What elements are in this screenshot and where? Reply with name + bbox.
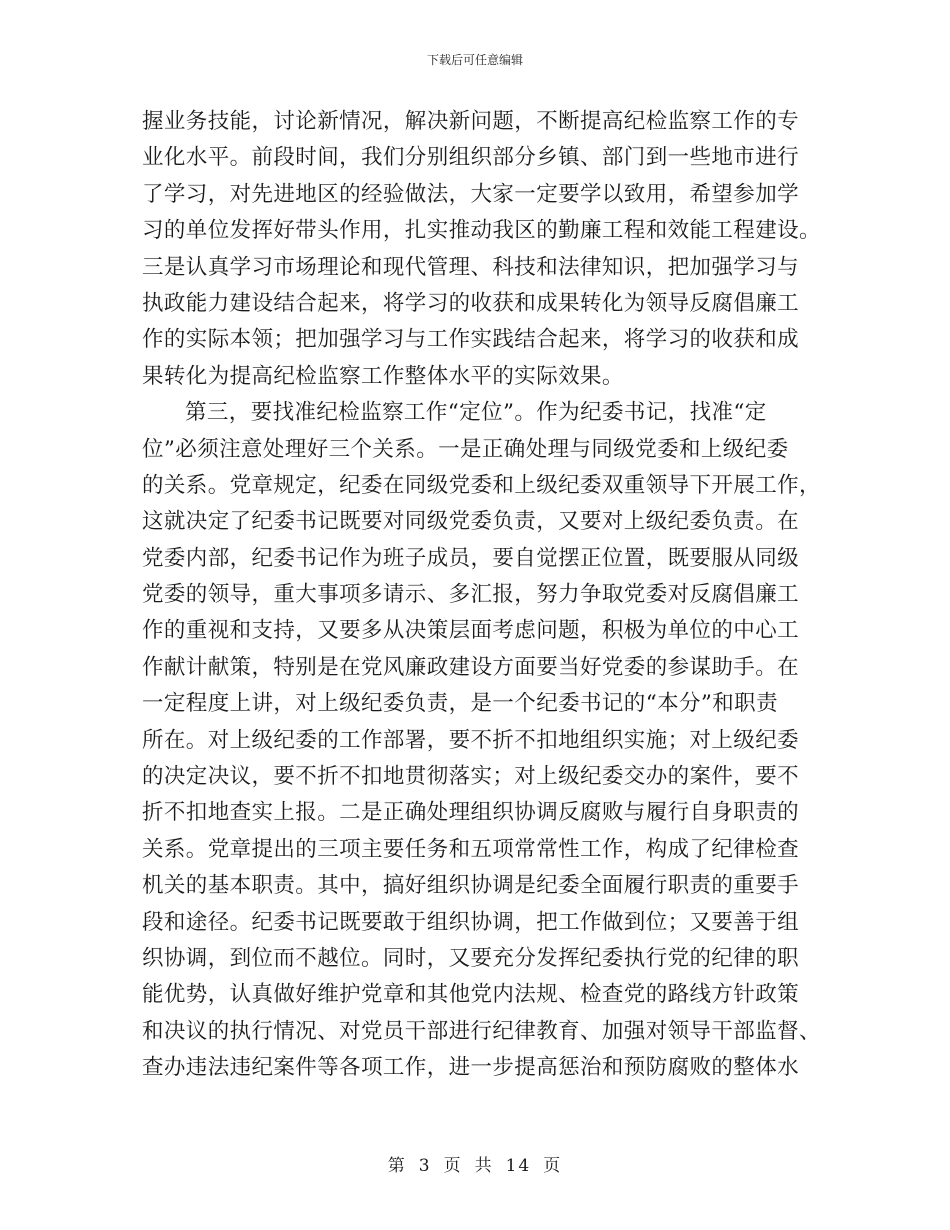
body-text xyxy=(142,104,821,1087)
text-line: 作的重视和支持，又要多从决策层面考虑问题，积极为单位的中心工 xyxy=(142,618,800,644)
text-line: 关系。党章提出的三项主要任务和五项常常性工作，构成了纪律检查 xyxy=(142,836,800,862)
paragraph-1 xyxy=(142,104,821,395)
text-line: 执政能力建设结合起来，将学习的收获和成果转化为领导反腐倡廉工 xyxy=(142,290,800,316)
text-line: 作献计献策，特别是在党风廉政建设方面要当好党委的参谋助手。在 xyxy=(142,654,800,680)
footer-prefix: 第 xyxy=(387,1156,407,1176)
text-line: 习的单位发挥好带头作用，扎实推动我区的勤廉工程和效能工程建设。 xyxy=(142,218,821,244)
text-line: 了学习，对先进地区的经验做法，大家一定要学以致用，希望参加学 xyxy=(142,181,800,207)
footer-page-number: 3 xyxy=(418,1156,432,1176)
text-line: 和决议的执行情况、对党员干部进行纪律教育、加强对领导干部监督、 xyxy=(142,1018,821,1044)
footer-page-label: 页 xyxy=(443,1156,463,1176)
footer-total-pages: 14 xyxy=(505,1156,532,1176)
text-line: 党委内部，纪委书记作为班子成员，要自觉摆正位置，既要服从同级 xyxy=(142,545,800,571)
text-line: 三是认真学习市场理论和现代管理、科技和法律知识，把加强学习与 xyxy=(142,254,800,280)
text-line: 握业务技能，讨论新情况，解决新问题，不断提高纪检监察工作的专 xyxy=(142,109,800,134)
text-line: 这就决定了纪委书记既要对同级党委负责，又要对上级纪委负责。在 xyxy=(142,509,800,535)
text-line: 能优势，认真做好维护党章和其他党内法规、检查党的路线方针政策 xyxy=(142,982,800,1008)
text-line: 党委的领导，重大事项多请示、多汇报，努力争取党委对反腐倡廉工 xyxy=(142,582,800,608)
text-line: 织协调，到位而不越位。同时，又要充分发挥纪委执行党的纪律的职 xyxy=(142,945,800,971)
text-line: 一定程度上讲，对上级纪委负责，是一个纪委书记的“本分”和职责 xyxy=(142,691,778,717)
text-line: 查办违法违纪案件等各项工作，进一步提高惩治和预防腐败的整体水 xyxy=(142,1055,800,1081)
text-line: 机关的基本职责。其中，搞好组织协调是纪委全面履行职责的重要手 xyxy=(142,873,800,899)
footer-suffix: 页 xyxy=(543,1156,563,1176)
text-line: 果转化为提高纪检监察工作整体水平的实际效果。 xyxy=(142,363,624,389)
footer-total-label: 共 xyxy=(474,1156,494,1176)
text-line: 作的实际本领；把加强学习与工作实践结合起来，将学习的收获和成 xyxy=(142,327,800,353)
text-line: 折不扣地查实上报。二是正确处理组织协调反腐败与履行自身职责的 xyxy=(142,800,800,826)
page-header: 下载后可任意编辑 xyxy=(426,53,523,67)
page-footer xyxy=(0,1154,950,1178)
text-line: 业化水平。前段时间，我们分别组织部分乡镇、部门到一些地市进行 xyxy=(142,145,800,171)
text-line: 的关系。党章规定，纪委在同级党委和上级纪委双重领导下开展工作， xyxy=(142,472,821,498)
text-line: 位”必须注意处理好三个关系。一是正确处理与同级党委和上级纪委 xyxy=(142,436,789,462)
text-line: 段和途径。纪委书记既要敢于组织协调，把工作做到位；又要善于组 xyxy=(142,909,800,935)
paragraph-2 xyxy=(142,395,821,1086)
text-line: 所在。对上级纪委的工作部署，要不折不扣地组织实施；对上级纪委 xyxy=(142,727,800,753)
text-line: 的决定决议，要不折不扣地贯彻落实；对上级纪委交办的案件，要不 xyxy=(142,764,800,790)
text-line: 第三，要找准纪检监察工作“定位”。作为纪委书记，找准“定 xyxy=(185,400,767,426)
